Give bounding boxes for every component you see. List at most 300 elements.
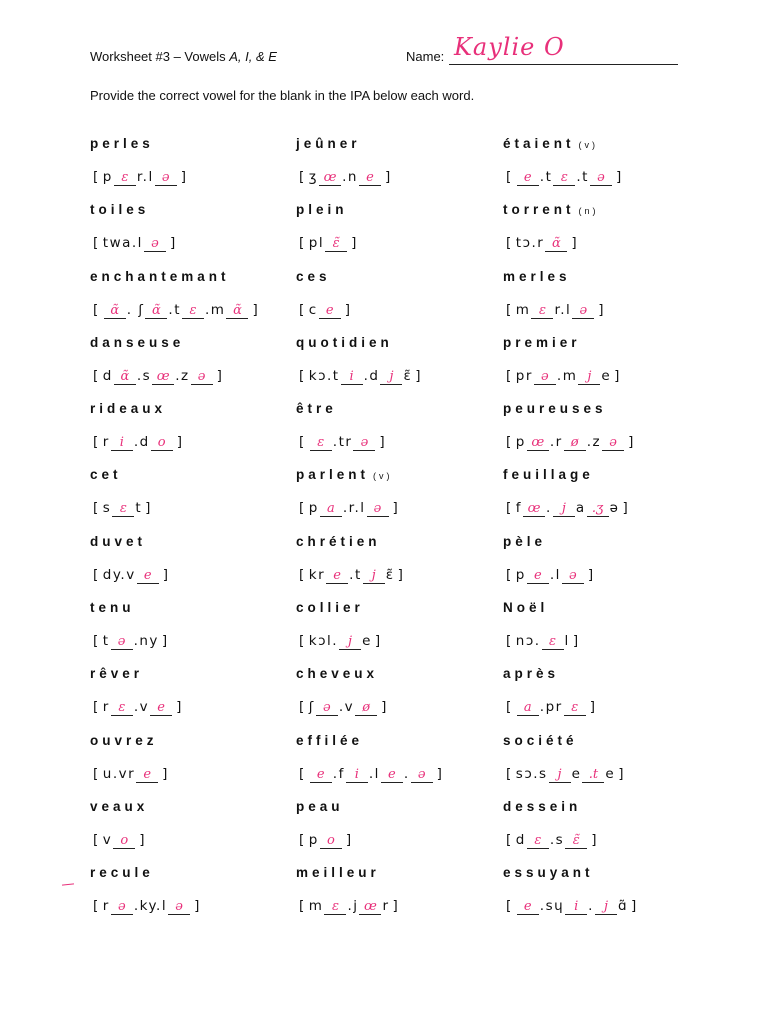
french-word bbox=[503, 865, 693, 896]
word-text: étaient bbox=[503, 136, 575, 151]
ipa-segment: .tr bbox=[332, 434, 353, 451]
word-entry bbox=[90, 534, 280, 600]
ipa-segment: nɔ. bbox=[515, 633, 541, 650]
close-bracket: ] bbox=[598, 301, 606, 318]
ipa-segment: .r.l bbox=[342, 500, 366, 517]
close-bracket: ] bbox=[618, 765, 625, 782]
ipa-transcription bbox=[296, 896, 486, 916]
vowel-answer-blank: ø bbox=[564, 436, 586, 451]
word-entry bbox=[503, 269, 693, 335]
close-bracket: ] bbox=[415, 367, 423, 384]
open-bracket: [ bbox=[506, 235, 513, 252]
ipa-segment: .ky.l bbox=[133, 898, 168, 915]
vowel-answer-blank: ɛ bbox=[324, 900, 346, 915]
open-bracket: [ bbox=[93, 235, 100, 252]
french-word bbox=[90, 136, 280, 167]
part-of-speech-note: (v) bbox=[578, 140, 599, 150]
word-entry bbox=[296, 467, 486, 533]
french-word bbox=[503, 733, 693, 764]
open-bracket: [ bbox=[93, 301, 100, 318]
word-text: plein bbox=[296, 202, 348, 218]
vowel-answer-blank: œ bbox=[523, 502, 545, 517]
ipa-segment: .ny bbox=[133, 633, 159, 650]
ipa-segment: u.vr bbox=[102, 765, 136, 782]
word-text: être bbox=[296, 401, 337, 417]
french-word bbox=[90, 335, 280, 366]
ipa-segment: kɔ.t bbox=[308, 367, 340, 384]
vowel-answer-blank: ɛ bbox=[182, 304, 204, 319]
close-bracket: ] bbox=[162, 566, 170, 583]
ipa-segment: f bbox=[515, 500, 523, 517]
ipa-segment: r bbox=[102, 898, 110, 915]
ipa-segment: .l bbox=[549, 566, 561, 583]
french-word bbox=[503, 600, 693, 631]
vowel-answer-blank: i bbox=[565, 900, 587, 915]
open-bracket: [ bbox=[299, 169, 306, 185]
open-bracket: [ bbox=[506, 367, 513, 384]
word-entry bbox=[296, 865, 486, 931]
word-entry bbox=[90, 335, 280, 401]
french-word bbox=[503, 534, 693, 565]
ipa-segment: .sɥ bbox=[539, 898, 565, 915]
close-bracket: ] bbox=[145, 500, 152, 517]
word-entry bbox=[90, 666, 280, 732]
french-word bbox=[503, 799, 693, 830]
open-bracket: [ bbox=[506, 301, 513, 318]
ipa-transcription bbox=[503, 300, 693, 320]
ipa-segment: p bbox=[308, 500, 319, 517]
open-bracket: [ bbox=[93, 898, 100, 915]
word-text: pèle bbox=[503, 533, 547, 549]
vowel-answer-blank: ə bbox=[534, 370, 556, 385]
ipa-transcription bbox=[296, 764, 486, 784]
vowel-answer-blank: e bbox=[381, 768, 403, 783]
word-text: jeûner bbox=[296, 136, 361, 151]
french-word bbox=[503, 666, 693, 697]
open-bracket: [ bbox=[93, 765, 100, 782]
vowel-answer-blank: ɛ bbox=[531, 304, 553, 319]
ipa-segment: r bbox=[102, 699, 110, 716]
ipa-segment: sɔ.s bbox=[515, 765, 548, 782]
ipa-segment: .t bbox=[539, 169, 553, 185]
close-bracket: ] bbox=[615, 169, 623, 185]
word-text: rideaux bbox=[90, 401, 167, 417]
ipa-transcription bbox=[503, 432, 693, 452]
name-field bbox=[406, 33, 678, 64]
ipa-transcription bbox=[296, 300, 486, 320]
vowel-answer-blank: ə bbox=[411, 768, 433, 783]
ipa-segment: kr bbox=[308, 566, 326, 583]
word-entry bbox=[90, 733, 280, 799]
word-text: enchantemant bbox=[90, 268, 230, 284]
close-bracket: ] bbox=[252, 301, 260, 318]
ipa-segment: twa.l bbox=[102, 235, 143, 252]
close-bracket: ] bbox=[180, 169, 188, 185]
close-bracket: ] bbox=[587, 566, 595, 583]
word-entry bbox=[296, 733, 486, 799]
ipa-segment: ɛ̃ bbox=[385, 566, 395, 583]
vowel-answer-blank: ɛ̃ bbox=[565, 834, 587, 849]
close-bracket: ] bbox=[194, 898, 201, 915]
vowel-answer-blank: i bbox=[341, 370, 363, 385]
ipa-transcription bbox=[90, 830, 280, 850]
word-entry bbox=[296, 401, 486, 467]
open-bracket: [ bbox=[299, 235, 306, 252]
ipa-transcription bbox=[296, 565, 486, 585]
ipa-segment: .m bbox=[205, 301, 226, 318]
close-bracket: ] bbox=[572, 633, 580, 650]
close-bracket: ] bbox=[216, 367, 224, 384]
word-text: premier bbox=[503, 334, 581, 350]
ipa-segment: . bbox=[588, 898, 594, 915]
ipa-segment: d bbox=[515, 831, 526, 848]
open-bracket: [ bbox=[506, 633, 513, 650]
word-text: perles bbox=[90, 136, 154, 151]
vowel-answer-blank: ə bbox=[168, 900, 190, 915]
word-text: essuyant bbox=[503, 865, 594, 881]
ipa-transcription bbox=[90, 366, 280, 386]
french-word bbox=[296, 136, 486, 167]
word-column-2 bbox=[296, 136, 486, 932]
word-entry bbox=[503, 335, 693, 401]
close-bracket: ] bbox=[176, 434, 184, 451]
ipa-segment: r.l bbox=[554, 301, 572, 318]
vowel-answer-blank: e bbox=[517, 171, 539, 186]
vowel-answer-blank: œ bbox=[152, 370, 174, 385]
vowel-answer-blank: œ bbox=[527, 436, 549, 451]
open-bracket: [ bbox=[299, 566, 306, 583]
close-bracket: ] bbox=[381, 699, 388, 716]
close-bracket: ] bbox=[162, 765, 169, 782]
open-bracket: [ bbox=[506, 898, 513, 915]
vowel-answer-blank: e bbox=[136, 768, 158, 783]
french-word bbox=[90, 600, 280, 631]
vowel-answer-blank: ə bbox=[111, 900, 133, 915]
vowel-answer-blank: ɑ̃ bbox=[114, 370, 136, 385]
ipa-segment: t bbox=[135, 500, 143, 517]
ipa-segment: kɔl. bbox=[308, 633, 339, 650]
open-bracket: [ bbox=[93, 434, 100, 451]
word-entry bbox=[296, 799, 486, 865]
instructions: Provide the correct vowel for the blank in the IPA below each word. bbox=[90, 88, 475, 103]
vowel-answer-blank: e bbox=[150, 701, 172, 716]
title-prefix: Worksheet #3 – Vowels bbox=[90, 49, 230, 64]
ipa-transcription bbox=[503, 764, 693, 784]
ipa-segment: . bbox=[546, 500, 552, 517]
vowel-answer-blank: o bbox=[113, 834, 135, 849]
vowel-answer-blank: e bbox=[137, 569, 159, 584]
vowel-answer-blank: ə bbox=[572, 304, 594, 319]
vowel-answer-blank: ɛ bbox=[553, 171, 575, 186]
close-bracket: ] bbox=[139, 831, 147, 848]
word-entry bbox=[90, 799, 280, 865]
ipa-segment: .z bbox=[586, 434, 602, 451]
ipa-segment: e bbox=[571, 765, 582, 782]
vowel-answer-blank: ɑ̃ bbox=[145, 304, 167, 319]
ipa-segment: p bbox=[515, 566, 526, 583]
ipa-segment: c bbox=[308, 301, 318, 318]
ipa-segment: pl bbox=[308, 235, 325, 252]
vowel-answer-blank: j bbox=[595, 900, 617, 915]
ipa-transcription bbox=[90, 896, 280, 916]
ipa-segment: .d bbox=[363, 367, 380, 384]
open-bracket: [ bbox=[506, 831, 513, 848]
ipa-segment: . ʃ bbox=[126, 301, 145, 318]
ipa-segment: r bbox=[102, 434, 110, 451]
close-bracket: ] bbox=[161, 633, 169, 650]
close-bracket: ] bbox=[379, 434, 387, 451]
word-entry bbox=[296, 136, 486, 202]
word-entry bbox=[503, 865, 693, 931]
french-word bbox=[503, 136, 693, 167]
word-entry bbox=[90, 865, 280, 931]
ipa-segment: ʃ bbox=[308, 699, 315, 716]
french-word bbox=[296, 666, 486, 697]
french-word bbox=[503, 467, 693, 498]
word-text: tenu bbox=[90, 600, 135, 616]
french-word bbox=[90, 269, 280, 300]
ipa-segment: tɔ.r bbox=[515, 235, 545, 252]
vowel-answer-blank: œ bbox=[359, 900, 381, 915]
open-bracket: [ bbox=[93, 169, 100, 185]
vowel-answer-blank: ə bbox=[111, 635, 133, 650]
word-text: cheveux bbox=[296, 666, 379, 682]
vowel-answer-blank: j bbox=[549, 768, 571, 783]
french-word bbox=[90, 202, 280, 233]
open-bracket: [ bbox=[299, 500, 306, 517]
vowel-answer-blank: j bbox=[339, 635, 361, 650]
ipa-transcription bbox=[503, 565, 693, 585]
word-text: feuillage bbox=[503, 467, 594, 483]
french-word bbox=[503, 269, 693, 300]
ipa-segment: r.l bbox=[136, 169, 154, 185]
name-underline bbox=[449, 64, 678, 65]
ipa-segment: .l bbox=[368, 765, 380, 782]
word-text: parlent bbox=[296, 467, 370, 483]
ipa-transcription bbox=[90, 432, 280, 452]
ipa-transcription bbox=[296, 366, 486, 386]
vowel-answer-blank: j bbox=[553, 502, 575, 517]
open-bracket: [ bbox=[299, 765, 306, 782]
open-bracket: [ bbox=[299, 633, 306, 650]
open-bracket: [ bbox=[93, 367, 100, 384]
open-bracket: [ bbox=[299, 434, 306, 451]
open-bracket: [ bbox=[93, 500, 100, 517]
word-text: meilleur bbox=[296, 865, 380, 881]
vowel-answer-blank: ə bbox=[367, 502, 389, 517]
vowel-answer-blank: i bbox=[111, 436, 133, 451]
ipa-segment: pr bbox=[515, 367, 533, 384]
french-word bbox=[296, 269, 486, 300]
ipa-segment: d bbox=[102, 367, 113, 384]
vowel-answer-blank: .t bbox=[582, 768, 604, 783]
name-label: Name: bbox=[406, 49, 445, 64]
word-text: recule bbox=[90, 865, 154, 881]
word-column-1 bbox=[90, 136, 280, 932]
word-text: effilée bbox=[296, 732, 364, 748]
word-entry bbox=[503, 136, 693, 202]
word-text: après bbox=[503, 666, 560, 682]
word-text: duvet bbox=[90, 533, 147, 549]
ipa-segment: v bbox=[102, 831, 113, 848]
ipa-segment: e bbox=[601, 367, 612, 384]
word-entry bbox=[296, 202, 486, 268]
ipa-segment: s bbox=[102, 500, 112, 517]
ipa-segment: .t bbox=[168, 301, 181, 318]
word-text: danseuse bbox=[90, 334, 185, 350]
ipa-segment: r bbox=[382, 898, 390, 915]
open-bracket: [ bbox=[506, 765, 513, 782]
vowel-answer-blank: ɑ̃ bbox=[104, 304, 126, 319]
ipa-segment: .j bbox=[347, 898, 359, 915]
vowel-answer-blank: ə bbox=[155, 171, 177, 186]
ipa-transcription bbox=[296, 167, 486, 187]
close-bracket: ] bbox=[614, 367, 621, 384]
word-entry bbox=[296, 335, 486, 401]
word-text: chrétien bbox=[296, 533, 381, 549]
worksheet-header bbox=[90, 33, 678, 69]
close-bracket: ] bbox=[392, 898, 400, 915]
ipa-transcription bbox=[90, 631, 280, 651]
vowel-answer-blank: o bbox=[320, 834, 342, 849]
word-text: peau bbox=[296, 798, 344, 814]
word-text: veaux bbox=[90, 798, 149, 814]
word-text: ces bbox=[296, 268, 331, 284]
vowel-answer-blank: e bbox=[319, 304, 341, 319]
ipa-segment: e bbox=[605, 765, 616, 782]
vowel-answer-blank: ɛ bbox=[564, 701, 586, 716]
vowel-answer-blank: e bbox=[359, 171, 381, 186]
word-entry bbox=[90, 401, 280, 467]
word-entry bbox=[503, 733, 693, 799]
word-entry bbox=[296, 600, 486, 666]
french-word bbox=[296, 799, 486, 830]
ipa-transcription bbox=[503, 697, 693, 717]
part-of-speech-note: (v) bbox=[373, 471, 393, 482]
word-text: dessein bbox=[503, 798, 582, 814]
close-bracket: ] bbox=[628, 434, 635, 451]
ipa-transcription bbox=[90, 697, 280, 717]
ipa-segment: ɑ̃ bbox=[617, 898, 629, 915]
vowel-answer-blank: j bbox=[380, 370, 402, 385]
open-bracket: [ bbox=[93, 831, 100, 848]
part-of-speech-note: (n) bbox=[578, 206, 599, 217]
ipa-transcription bbox=[296, 631, 486, 651]
open-bracket: [ bbox=[299, 699, 306, 716]
word-text: Noël bbox=[503, 600, 549, 616]
title-vowels: A, I, & E bbox=[229, 49, 277, 64]
ipa-transcription bbox=[296, 498, 486, 518]
french-word bbox=[503, 202, 693, 233]
vowel-answer-blank: e bbox=[326, 569, 348, 584]
ipa-segment: .t bbox=[576, 169, 589, 185]
close-bracket: ] bbox=[169, 235, 177, 252]
close-bracket: ] bbox=[176, 699, 183, 716]
open-bracket: [ bbox=[506, 566, 513, 583]
word-text: cet bbox=[90, 467, 122, 483]
word-entry bbox=[503, 467, 693, 533]
open-bracket: [ bbox=[299, 301, 306, 318]
open-bracket: [ bbox=[506, 699, 513, 716]
vowel-answer-blank: a bbox=[517, 701, 539, 716]
vowel-answer-blank: ə bbox=[602, 436, 624, 451]
ipa-segment: ɛ̃ bbox=[403, 367, 413, 384]
ipa-transcription bbox=[90, 233, 280, 253]
ipa-segment: .r bbox=[549, 434, 563, 451]
ipa-segment: .z bbox=[175, 367, 190, 384]
ipa-segment: ə bbox=[609, 500, 620, 517]
french-word bbox=[90, 733, 280, 764]
close-bracket: ] bbox=[384, 169, 392, 185]
ipa-segment: .f bbox=[332, 765, 345, 782]
vowel-answer-blank: j bbox=[363, 569, 385, 584]
worksheet-title bbox=[90, 49, 277, 64]
open-bracket: [ bbox=[299, 831, 306, 848]
french-word bbox=[90, 534, 280, 565]
word-text: rêver bbox=[90, 666, 144, 682]
margin-pen-mark bbox=[62, 883, 74, 885]
french-word bbox=[90, 401, 280, 432]
word-text: toiles bbox=[90, 202, 150, 218]
ipa-segment: .s bbox=[136, 367, 152, 384]
word-entry bbox=[90, 467, 280, 533]
french-word bbox=[90, 865, 280, 896]
close-bracket: ] bbox=[397, 566, 405, 583]
handwritten-name: Kaylie O bbox=[454, 33, 565, 61]
vowel-answer-blank: ə bbox=[316, 701, 338, 716]
vowel-answer-blank: ø bbox=[355, 701, 377, 716]
close-bracket: ] bbox=[345, 831, 353, 848]
close-bracket: ] bbox=[374, 633, 382, 650]
ipa-segment: p bbox=[308, 831, 319, 848]
vowel-answer-blank: ə bbox=[191, 370, 213, 385]
open-bracket: [ bbox=[506, 434, 513, 451]
vowel-answer-blank: a bbox=[320, 502, 342, 517]
vowel-answer-blank: e bbox=[310, 768, 332, 783]
close-bracket: ] bbox=[571, 235, 579, 252]
french-word bbox=[296, 335, 486, 366]
ipa-transcription bbox=[503, 498, 693, 518]
vowel-answer-blank: j bbox=[578, 370, 600, 385]
word-text: quotidien bbox=[296, 334, 393, 350]
ipa-segment: m bbox=[515, 301, 531, 318]
ipa-transcription bbox=[296, 233, 486, 253]
ipa-segment: p bbox=[102, 169, 113, 185]
ipa-transcription bbox=[90, 167, 280, 187]
word-entry bbox=[503, 666, 693, 732]
vowel-answer-blank: i bbox=[346, 768, 368, 783]
ipa-transcription bbox=[296, 697, 486, 717]
vowel-answer-blank: œ bbox=[319, 171, 341, 186]
vowel-answer-blank: ɛ bbox=[112, 502, 134, 517]
vowel-answer-blank: ə bbox=[562, 569, 584, 584]
ipa-transcription bbox=[90, 565, 280, 585]
french-word bbox=[503, 335, 693, 366]
word-entry bbox=[90, 202, 280, 268]
ipa-segment: .s bbox=[549, 831, 565, 848]
ipa-transcription bbox=[503, 233, 693, 253]
word-text: peureuses bbox=[503, 401, 607, 417]
french-word bbox=[296, 733, 486, 764]
ipa-segment: t bbox=[102, 633, 110, 650]
ipa-transcription bbox=[296, 830, 486, 850]
ipa-segment: p bbox=[515, 434, 526, 451]
vowel-answer-blank: e bbox=[527, 569, 549, 584]
open-bracket: [ bbox=[506, 169, 513, 185]
word-entry bbox=[296, 269, 486, 335]
ipa-segment: a bbox=[575, 500, 586, 517]
close-bracket: ] bbox=[589, 699, 597, 716]
